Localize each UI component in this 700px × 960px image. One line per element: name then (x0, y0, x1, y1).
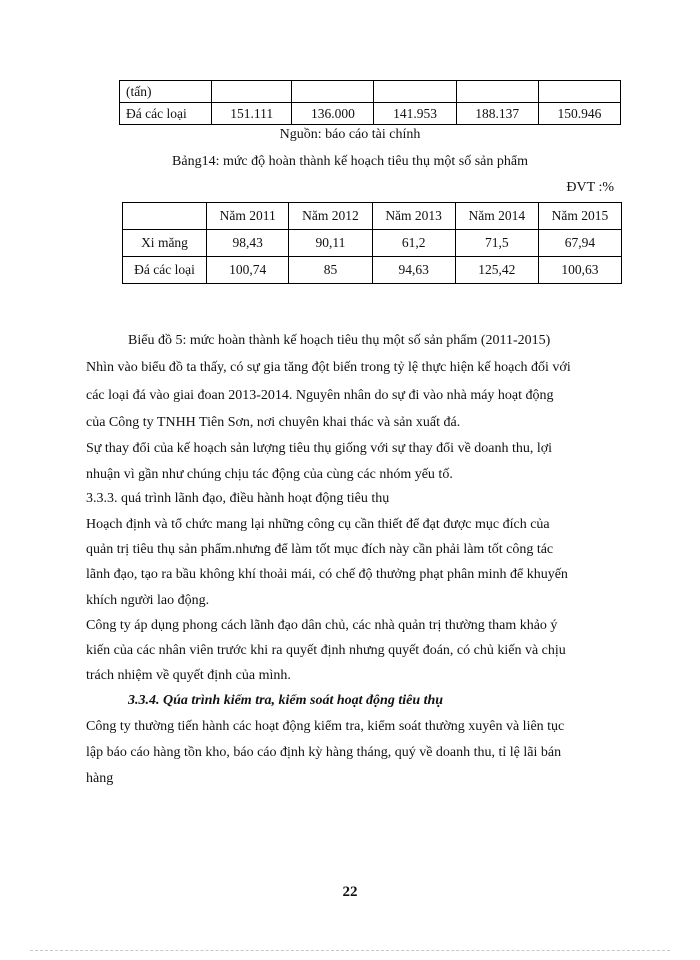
row-label: (tấn) (120, 81, 212, 103)
table-cell: 100,74 (207, 257, 289, 284)
table-cell: 188.137 (456, 103, 538, 125)
section-heading-3-3-3: 3.3.3. quá trình lãnh đạo, điều hành hoạt động tiêu thụ (86, 491, 390, 506)
sales-volume-table (119, 80, 621, 125)
table-cell: 141.953 (374, 103, 456, 125)
table-row (120, 103, 621, 125)
body-text-line: hàng (86, 771, 114, 786)
table-row (120, 81, 621, 103)
body-text-line: kiến của các nhân viên trước khi ra quyết định nhưng quyết đoán, có chủ kiến và chịu (86, 643, 566, 658)
table-cell (212, 81, 292, 103)
row-label: Đá các loại (123, 257, 207, 284)
body-text-line: Công ty thường tiến hành các hoạt động kiểm tra, kiểm soát thường xuyên và liên tục (86, 719, 565, 734)
row-label: Đá các loại (120, 103, 212, 125)
body-text-line: của Công ty TNHH Tiên Sơn, nơi chuyên khai thác và sản xuất đá. (86, 415, 461, 430)
table-cell (374, 81, 456, 103)
table-caption: Bảng14: mức độ hoàn thành kế hoạch tiêu thụ một số sản phẩm (172, 154, 528, 169)
body-text-line: Nhìn vào biểu đồ ta thấy, có sự gia tăng đột biến trong tỷ lệ thực hiện kế hoạch đối với (86, 360, 571, 375)
table-cell (538, 81, 620, 103)
table-cell: 85 (289, 257, 372, 284)
body-text-line: khích người lao động. (86, 593, 210, 608)
column-header: Năm 2011 (207, 203, 289, 230)
table-cell: 125,42 (455, 257, 538, 284)
table-cell: 98,43 (207, 230, 289, 257)
table-cell: 151.111 (212, 103, 292, 125)
page-number: 22 (342, 884, 358, 900)
plan-completion-table (122, 202, 622, 284)
table-cell (292, 81, 374, 103)
body-text-line: trách nhiệm về quyết định của mình. (86, 668, 291, 683)
section-heading-3-3-4: 3.3.4. Qúa trình kiểm tra, kiểm soát hoạt động tiêu thụ (128, 693, 444, 708)
table-cell: 71,5 (455, 230, 538, 257)
table-header-row (123, 203, 622, 230)
source-note: Nguồn: báo cáo tài chính (279, 127, 421, 142)
table-cell: 136.000 (292, 103, 374, 125)
body-text-line: quản trị tiêu thụ sản phẩm.nhưng để làm tốt mục đích này cần phải làm tốt công tác (86, 542, 554, 557)
body-text-line: nhuận vì gần như chúng chịu tác động của cùng các nhóm yếu tố. (86, 467, 453, 482)
body-text-line: Sự thay đổi của kế hoạch sản lượng tiêu thụ giống với sự thay đổi về doanh thu, lợi (86, 441, 553, 456)
table-cell: 100,63 (538, 257, 621, 284)
table-cell: 61,2 (372, 230, 455, 257)
footer-divider (30, 950, 670, 951)
unit-label: ĐVT :% (566, 180, 614, 195)
body-text-line: Hoạch định và tổ chức mang lại những công cụ cần thiết để đạt được mục đích của (86, 517, 550, 532)
table-cell: 150.946 (538, 103, 620, 125)
column-header: Năm 2012 (289, 203, 372, 230)
body-text-line: lập báo cáo hàng tồn kho, báo cáo định kỳ hàng tháng, quý về doanh thu, tỉ lệ lãi bán (86, 745, 562, 760)
table-cell (456, 81, 538, 103)
table-cell: 90,11 (289, 230, 372, 257)
table-cell: 67,94 (538, 230, 621, 257)
row-label: Xi măng (123, 230, 207, 257)
table-row (123, 230, 622, 257)
column-header: Năm 2014 (455, 203, 538, 230)
body-text-line: Công ty áp dụng phong cách lãnh đạo dân chủ, các nhà quản trị thường tham khảo ý (86, 618, 558, 633)
body-text-line: các loại đá vào giai đoan 2013-2014. Nguyên nhân do sự đi vào nhà máy hoạt động (86, 388, 554, 403)
table-row (123, 257, 622, 284)
column-header: Năm 2015 (538, 203, 621, 230)
table-cell: 94,63 (372, 257, 455, 284)
chart-caption: Biểu đồ 5: mức hoàn thành kế hoạch tiêu thụ một số sản phẩm (2011-2015) (128, 333, 551, 348)
body-text-line: lãnh đạo, tạo ra bầu không khí thoải mái, có chế độ thưởng phạt phân minh để khuyến (86, 567, 568, 582)
column-header: Năm 2013 (372, 203, 455, 230)
column-header (123, 203, 207, 230)
